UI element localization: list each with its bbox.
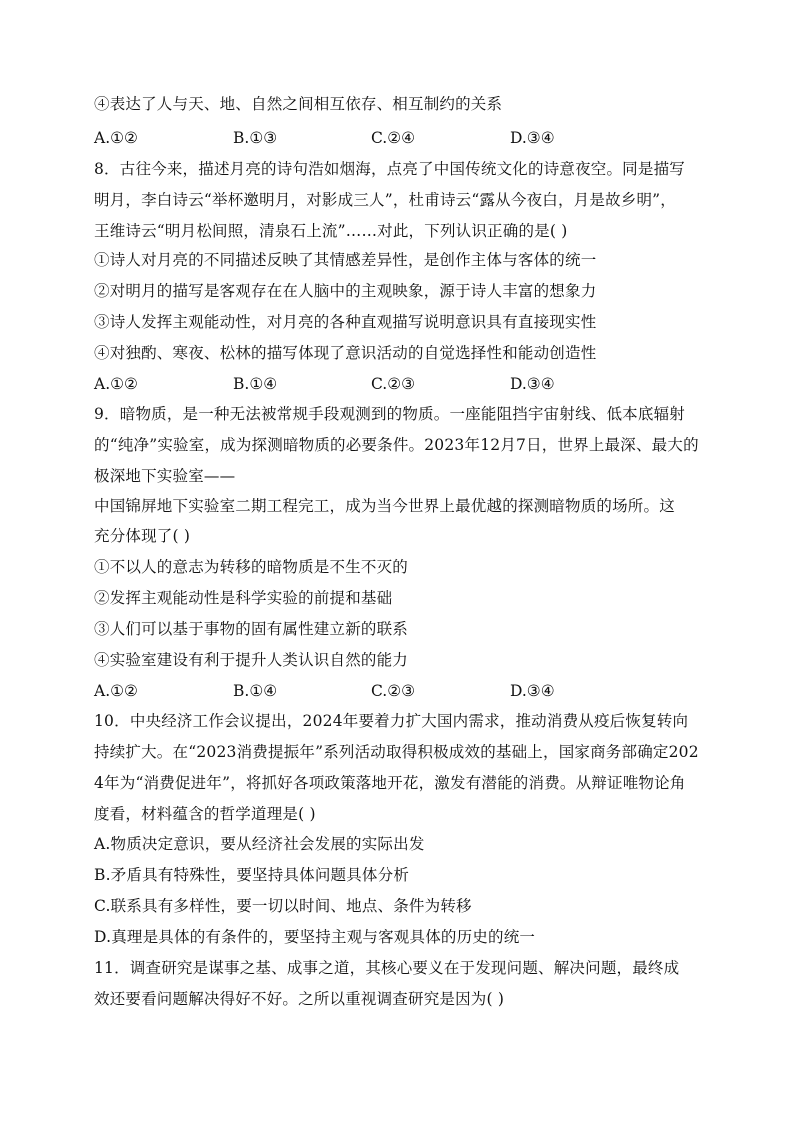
q8-statement-4: ④对独酌、寒夜、松林的描写体现了意识活动的自觉选择性和能动创造性 bbox=[94, 344, 597, 362]
q9-statement-1: ①不以人的意志为转移的暗物质是不生不灭的 bbox=[94, 558, 409, 576]
q8-statement-3: ③诗人发挥主观能动性，对月亮的各种直观描写说明意识具有直接现实性 bbox=[94, 313, 597, 331]
q9-stem-line-3: 极深地下实验室—— bbox=[94, 467, 236, 485]
q9-option-d: D.③④ bbox=[510, 682, 555, 700]
q9-statement-4: ④实验室建设有利于提升人类认识自然的能力 bbox=[94, 651, 409, 669]
q9-stem-line-5: 充分体现了( ) bbox=[94, 527, 191, 545]
q8-option-d: D.③④ bbox=[510, 375, 555, 393]
q10-stem-line-2: 持续扩大。在“2023消费提振年”系列活动取得积极成效的基础上，国家商务部确定202 bbox=[94, 743, 699, 761]
q9-option-b: B.①④ bbox=[233, 682, 278, 700]
q7-option-c: C.②④ bbox=[371, 129, 416, 147]
q8-option-b: B.①④ bbox=[233, 375, 278, 393]
q10-stem-line-1: 10．中央经济工作会议提出，2024年要着力扩大国内需求，推动消费从疫后恢复转向 bbox=[94, 712, 689, 730]
q9-stem-line-4: 中国锦屏地下实验室二期工程完工，成为当今世界上最优越的探测暗物质的场所。这 bbox=[94, 497, 675, 515]
q8-stem-line-2: 明月，李白诗云“举杯邀明月，对影成三人”，杜甫诗云“露从今夜白，月是故乡明”， bbox=[94, 191, 676, 209]
q11-stem-line-2: 效还要看问题解决得好不好。之所以重视调查研究是因为( ) bbox=[94, 990, 505, 1008]
q10-option-c: C.联系具有多样性，要一切以时间、地点、条件为转移 bbox=[94, 897, 472, 915]
q7-option-a: A.①② bbox=[94, 129, 138, 147]
q10-option-d: D.真理是具体的有条件的，要坚持主观与客观具体的历史的统一 bbox=[94, 928, 536, 946]
q7-option-b: B.①③ bbox=[233, 129, 278, 147]
q8-option-a: A.①② bbox=[94, 375, 138, 393]
q9-stem-line-2: 的“纯净”实验室，成为探测暗物质的必要条件。2023年12月7日，世界上最深、最大的 bbox=[94, 436, 699, 454]
q8-stem-line-1: 8．古往今来，描述月亮的诗句浩如烟海，点亮了中国传统文化的诗意夜空。同是描写 bbox=[94, 160, 685, 178]
q9-statement-3: ③人们可以基于事物的固有属性建立新的联系 bbox=[94, 620, 409, 638]
q7-option-d: D.③④ bbox=[510, 129, 555, 147]
q10-option-a: A.物质决定意识，要从经济社会发展的实际出发 bbox=[94, 835, 425, 853]
q9-statement-2: ②发挥主观能动性是科学实验的前提和基础 bbox=[94, 589, 393, 607]
q8-stem-line-3: 王维诗云“明月松间照，清泉石上流”……对此，下列认识正确的是( ) bbox=[94, 222, 568, 240]
q7-statement-4: ④表达了人与天、地、自然之间相互依存、相互制约的关系 bbox=[94, 95, 503, 113]
q8-statement-2: ②对明月的描写是客观存在在人脑中的主观映象，源于诗人丰富的想象力 bbox=[94, 282, 597, 300]
q10-stem-line-3: 4年为“消费促进年”，将抓好各项政策落地开花，激发有潜能的消费。从辩证唯物论角 bbox=[94, 774, 686, 792]
q8-option-c: C.②③ bbox=[371, 375, 416, 393]
q8-statement-1: ①诗人对月亮的不同描述反映了其情感差异性，是创作主体与客体的统一 bbox=[94, 251, 597, 269]
q10-option-b: B.矛盾具有特殊性，要坚持具体问题具体分析 bbox=[94, 866, 410, 884]
q11-stem-line-1: 11．调查研究是谋事之基、成事之道，其核心要义在于发现问题、解决问题，最终成 bbox=[94, 959, 680, 977]
q9-option-c: C.②③ bbox=[371, 682, 416, 700]
q10-stem-line-4: 度看，材料蕴含的哲学道理是( ) bbox=[94, 805, 316, 823]
q9-stem-line-1: 9．暗物质，是一种无法被常规手段观测到的物质。一座能阻挡宇宙射线、低本底辐射 bbox=[94, 405, 685, 423]
q9-option-a: A.①② bbox=[94, 682, 138, 700]
